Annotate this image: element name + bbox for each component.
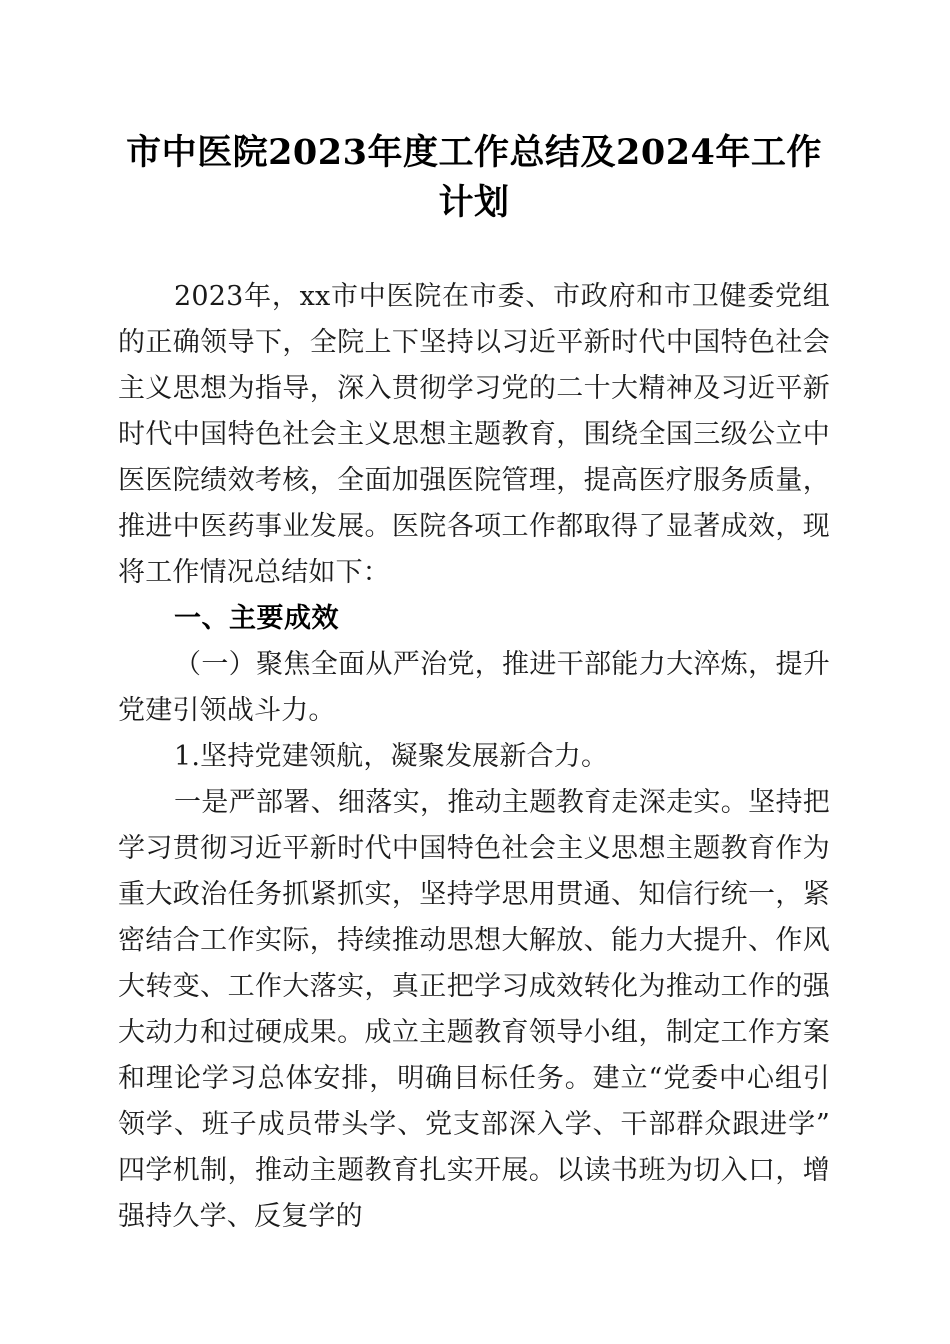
paragraph-item-1-detail-1: 一是严部署、细落实，推动主题教育走深走实。坚持把学习贯彻习近平新时代中国特色社会主义思想主题教育作为重大政治任务抓紧抓实，坚持学思用贯通、知信行统一，紧密结合工作实际，持续推动思想大解放、能力大提升、作风大转变、工作大落实，真正把学习成效转化为推动工作的强大动力和过硬成果。成立主题教育领导小组，制定工作方案和理论学习总体安排，明确目标任务。建立“党委中心组引领学、班子成员带头学、党支部深入学、干部群众跟进学”四学机制，推动主题教育扎实开展。以读书班为切入口，增强持久学、反复学的 bbox=[118, 787, 830, 1232]
paragraph-section-1-1: （一）聚焦全面从严治党，推进干部能力大淬炼，提升党建引领战斗力。 bbox=[118, 649, 830, 726]
page-title: 市中医院2023年度工作总结及2024年工作计划 bbox=[126, 132, 822, 223]
heading-main-results: 一、主要成效 bbox=[174, 603, 339, 634]
paragraph-intro: 2023年，xx市中医院在市委、市政府和市卫健委党组的正确领导下，全院上下坚持以习近平新时代中国特色社会主义思想为指导，深入贯彻学习党的二十大精神及习近平新时代中国特色社会主义思想主题教育，围绕全国三级公立中医医院绩效考核，全面加强医院管理，提高医疗服务质量，推进中医药事业发展。医院各项工作都取得了显著成效，现将工作情况总结如下： bbox=[118, 281, 830, 588]
document-content bbox=[118, 0, 830, 1240]
paragraph-item-1: 1.坚持党建领航，凝聚发展新合力。 bbox=[174, 741, 609, 772]
